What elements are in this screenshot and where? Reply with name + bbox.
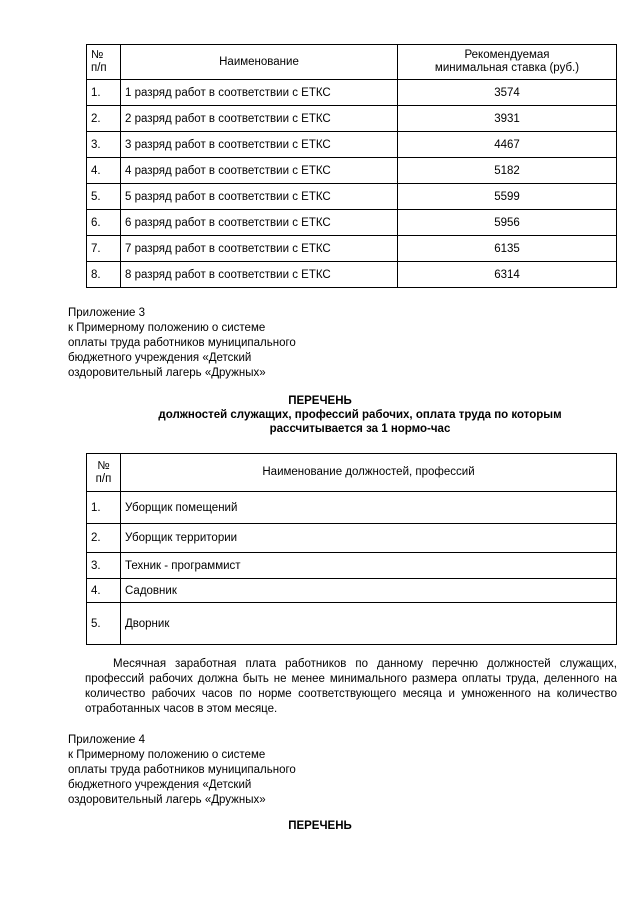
row-name: Садовник (121, 579, 617, 603)
row-num: 5. (87, 603, 121, 645)
appendix-line: оздоровительный лагерь «Дружных» (68, 794, 266, 806)
table-row (87, 553, 617, 579)
row-name: Уборщик помещений (121, 492, 617, 524)
appendix-line: Приложение 3 (68, 307, 146, 319)
row-num: 2. (87, 524, 121, 553)
row-rate: 6135 (398, 236, 617, 262)
row-num: 4. (87, 158, 121, 184)
list-1-heading: ПЕРЕЧЕНЬ (288, 395, 352, 407)
table-row (87, 524, 617, 553)
appendix-line: бюджетного учреждения «Детский (68, 352, 252, 364)
appendix-line: к Примерному положению о системе (68, 322, 266, 334)
header-num: № п/п (87, 454, 121, 492)
row-num: 5. (87, 184, 121, 210)
table-row (87, 262, 617, 288)
row-rate: 3574 (398, 80, 617, 106)
row-num: 6. (87, 210, 121, 236)
table-row (87, 80, 617, 106)
appendix-3-header (68, 306, 296, 381)
table-row (87, 106, 617, 132)
row-name: 8 разряд работ в соответствии с ЕТКС (121, 262, 398, 288)
row-name: 7 разряд работ в соответствии с ЕТКС (121, 236, 398, 262)
appendix-line: бюджетного учреждения «Детский (68, 779, 252, 791)
appendix-line: оплаты труда работников муниципального (68, 764, 296, 776)
pay-note-paragraph (85, 657, 617, 717)
appendix-line: оздоровительный лагерь «Дружных» (68, 367, 266, 379)
table-row (87, 579, 617, 603)
row-num: 1. (87, 492, 121, 524)
positions-table-header (87, 454, 617, 492)
table-row (87, 492, 617, 524)
row-num: 2. (87, 106, 121, 132)
appendix-line: к Примерному положению о системе (68, 749, 266, 761)
row-name: 4 разряд работ в соответствии с ЕТКС (121, 158, 398, 184)
row-name: Дворник (121, 603, 617, 645)
row-num: 8. (87, 262, 121, 288)
row-name: Уборщик территории (121, 524, 617, 553)
list-1-subtitle-line-1: должностей служащих, профессий рабочих, оплата труда по которым (158, 409, 562, 421)
header-rate: Рекомендуемая минимальная ставка (руб.) (398, 45, 617, 80)
table-row (87, 184, 617, 210)
rates-table (86, 44, 617, 288)
header-name: Наименование (121, 45, 398, 80)
rates-table-header (87, 45, 617, 80)
row-num: 7. (87, 236, 121, 262)
row-name: 6 разряд работ в соответствии с ЕТКС (121, 210, 398, 236)
table-row (87, 236, 617, 262)
row-rate: 5182 (398, 158, 617, 184)
appendix-4-header (68, 733, 296, 808)
pay-note-text: Месячная заработная плата работников по данному перечню должностей служащих, профессий рабочих должна быть не менее минимального размера оплаты труда, деленного на количество рабочих часов по норме соответствующего месяца и умноженного на количество отработанных часов в этом месяце. (85, 658, 617, 715)
row-name: 5 разряд работ в соответствии с ЕТКС (121, 184, 398, 210)
row-rate: 4467 (398, 132, 617, 158)
row-num: 1. (87, 80, 121, 106)
row-name: Техник - программист (121, 553, 617, 579)
list-1-subtitle-line-2: рассчитывается за 1 нормо-час (269, 423, 451, 435)
row-rate: 5956 (398, 210, 617, 236)
table-row (87, 132, 617, 158)
appendix-line: оплаты труда работников муниципального (68, 337, 296, 349)
row-num: 3. (87, 132, 121, 158)
header-name: Наименование должностей, профессий (121, 454, 617, 492)
positions-table (86, 453, 617, 645)
header-num: № п/п (87, 45, 121, 80)
row-rate: 3931 (398, 106, 617, 132)
row-rate: 5599 (398, 184, 617, 210)
table-row (87, 603, 617, 645)
row-rate: 6314 (398, 262, 617, 288)
row-name: 2 разряд работ в соответствии с ЕТКС (121, 106, 398, 132)
table-row (87, 210, 617, 236)
table-row (87, 158, 617, 184)
row-num: 4. (87, 579, 121, 603)
list-2-heading: ПЕРЕЧЕНЬ (288, 820, 352, 832)
row-name: 3 разряд работ в соответствии с ЕТКС (121, 132, 398, 158)
row-name: 1 разряд работ в соответствии с ЕТКС (121, 80, 398, 106)
appendix-line: Приложение 4 (68, 734, 146, 746)
row-num: 3. (87, 553, 121, 579)
